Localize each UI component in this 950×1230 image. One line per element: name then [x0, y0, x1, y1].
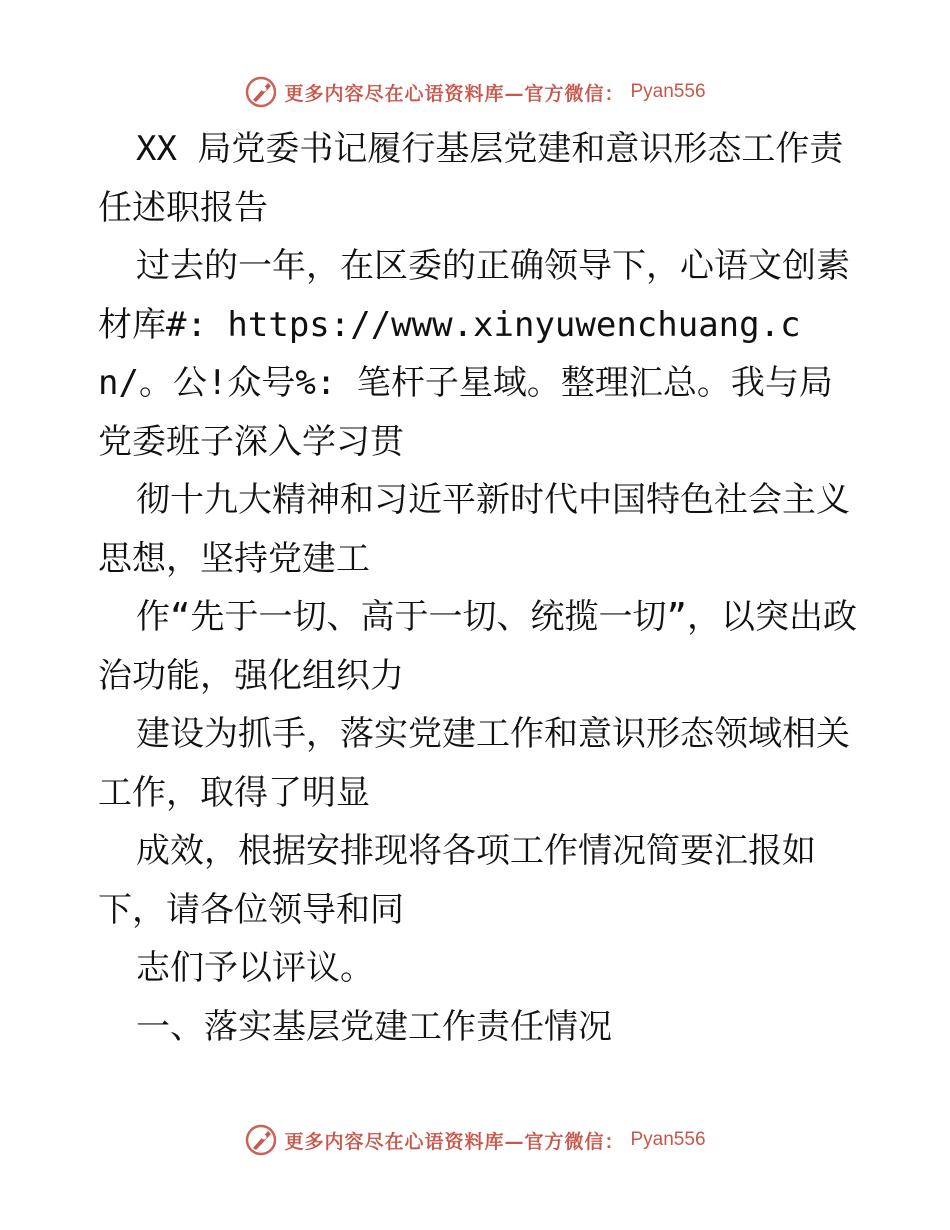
header-watermark-banner — [0, 72, 950, 112]
footer-watermark-banner — [0, 1120, 950, 1160]
paragraph-1: 过去的一年，在区委的正确领导下，心语文创素材库#: https://www.xinyuwenchuang.cn/。公!众号%: 笔杆子星域。整理汇总。我与局党委班子深入学习贯 — [98, 246, 850, 462]
wechat-id: Pyan556 — [630, 1129, 706, 1150]
paragraph-5: 成效，根据安排现将各项工作情况简要汇报如下，请各位领导和同 — [98, 831, 816, 930]
document-title: XX 局党委书记履行基层党建和意识形态工作责任述职报告 — [98, 129, 844, 228]
paragraph-6: 志们予以评议。 — [136, 948, 374, 988]
quill-pen-logo-icon — [244, 1123, 278, 1157]
paragraph-4: 建设为抓手，落实党建工作和意识形态领域相关工作，取得了明显 — [98, 714, 850, 813]
document-body — [98, 120, 858, 1056]
watermark-text: 更多内容尽在心语资料库—官方微信： — [284, 1130, 625, 1153]
paragraph-2: 彻十九大精神和习近平新时代中国特色社会主义思想，坚持党建工 — [98, 480, 850, 579]
quill-pen-logo-icon — [244, 75, 278, 109]
wechat-id: Pyan556 — [630, 81, 706, 102]
paragraph-3: 作“先于一切、高于一切、统揽一切”，以突出政治功能，强化组织力 — [98, 597, 857, 696]
section-heading: 一、落实基层党建工作责任情况 — [136, 1006, 612, 1047]
watermark-text: 更多内容尽在心语资料库—官方微信： — [284, 82, 625, 105]
